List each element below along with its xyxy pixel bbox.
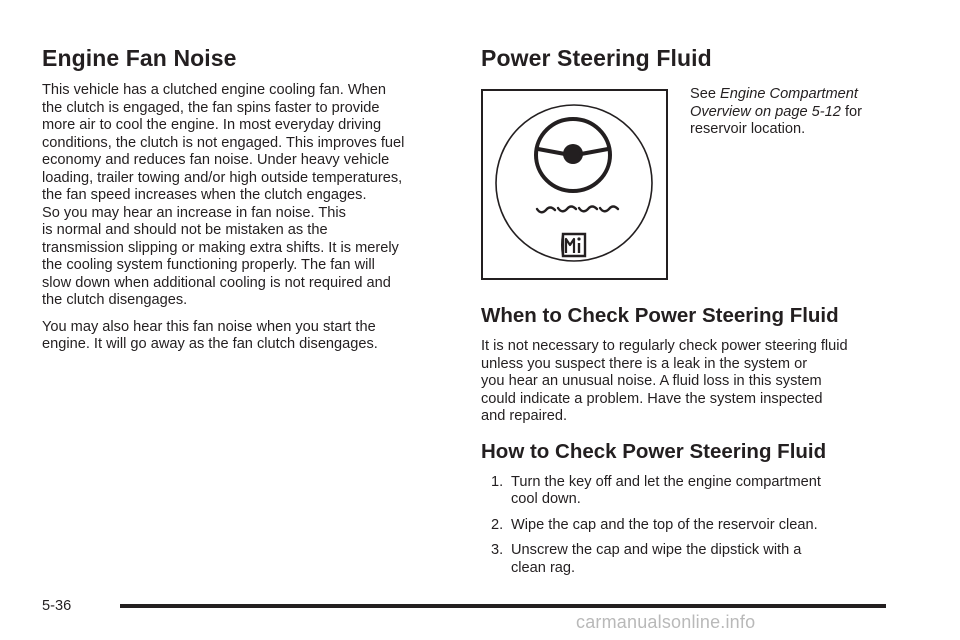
left-column — [42, 44, 456, 363]
see-text: See — [690, 86, 721, 102]
text-line: conditions, the clutch is not engaged. This improves fuel — [42, 134, 405, 151]
text-line: the fan speed increases when the clutch engages. — [42, 187, 367, 203]
text-line: more air to cool the engine. In most everyday driving — [42, 117, 382, 133]
step-item — [491, 517, 917, 535]
text-line: transmission slipping or making extra shifts. It is merely — [42, 239, 399, 256]
engine-fan-noise-heading: Engine Fan Noise — [42, 45, 237, 71]
step-text: Turn the key off and let the engine compartment — [511, 473, 821, 490]
step-item — [491, 474, 917, 509]
power-steering-cap-illustration — [481, 89, 668, 280]
owners-manual-icon — [562, 234, 585, 256]
text-line: You may also hear this fan noise when you start the — [42, 318, 376, 335]
step-text: Wipe the cap and the top of the reservoir clean. — [511, 516, 818, 533]
text-line: is normal and should not be mistaken as the — [42, 222, 328, 238]
when-to-check-paragraph — [481, 338, 917, 426]
step-number: 3. — [491, 542, 504, 558]
text-line: unless you suspect there is a leak in the system or — [481, 355, 808, 372]
power-steering-fluid-heading: Power Steering Fluid — [481, 45, 712, 71]
reservoir-location-text: reservoir location. — [690, 121, 806, 137]
engine-fan-noise-paragraph-1 — [42, 82, 456, 310]
text-line: slow down when additional cooling is not required and — [42, 274, 391, 291]
text-line: So you may hear an increase in fan noise. This — [42, 204, 346, 221]
how-to-check-heading: How to Check Power Steering Fluid — [481, 439, 827, 463]
footer-rule — [120, 604, 886, 608]
engine-compartment-link[interactable]: Engine Compartment — [720, 86, 858, 102]
watermark: carmanualsonline.info — [576, 612, 756, 632]
step-text: Unscrew the cap and wipe the dipstick with a — [511, 542, 802, 558]
step-number: 1. — [491, 473, 504, 490]
page-number: 5-36 — [42, 598, 72, 614]
overview-page-link[interactable]: Overview on page 5-12 — [690, 103, 841, 120]
engine-fan-noise-paragraph-2 — [42, 319, 456, 354]
text-line: engine. It will go away as the fan clutch disengages. — [42, 336, 378, 352]
text-line: loading, trailer towing and/or high outside temperatures, — [42, 169, 403, 186]
text-line: and repaired. — [481, 408, 568, 424]
text-line: the clutch disengages. — [42, 292, 188, 308]
text-line: the clutch is engaged, the fan spins faster to provide — [42, 99, 380, 116]
when-to-check-heading: When to Check Power Steering Fluid — [481, 304, 839, 327]
step-item — [491, 542, 917, 577]
power-steering-figure — [481, 82, 917, 276]
text-line: the cooling system functioning properly. The fan will — [42, 257, 375, 273]
text-line: could indicate a problem. Have the system inspected — [481, 390, 823, 407]
text-line: This vehicle has a clutched engine cooling fan. When — [42, 82, 386, 98]
for-text: for — [840, 103, 862, 120]
text-line: you hear an unusual noise. A fluid loss in this system — [481, 373, 822, 389]
step-text: cool down. — [511, 491, 581, 507]
text-line: It is not necessary to regularly check power steering fluid — [481, 338, 848, 354]
right-column — [481, 44, 917, 585]
reservoir-location-note — [690, 86, 920, 139]
how-to-check-steps — [481, 474, 917, 578]
step-number: 2. — [491, 516, 504, 533]
power-steering-cap-icon — [483, 91, 666, 278]
step-text: clean rag. — [511, 559, 576, 576]
text-line: economy and reduces fan noise. Under heavy vehicle — [42, 152, 390, 168]
